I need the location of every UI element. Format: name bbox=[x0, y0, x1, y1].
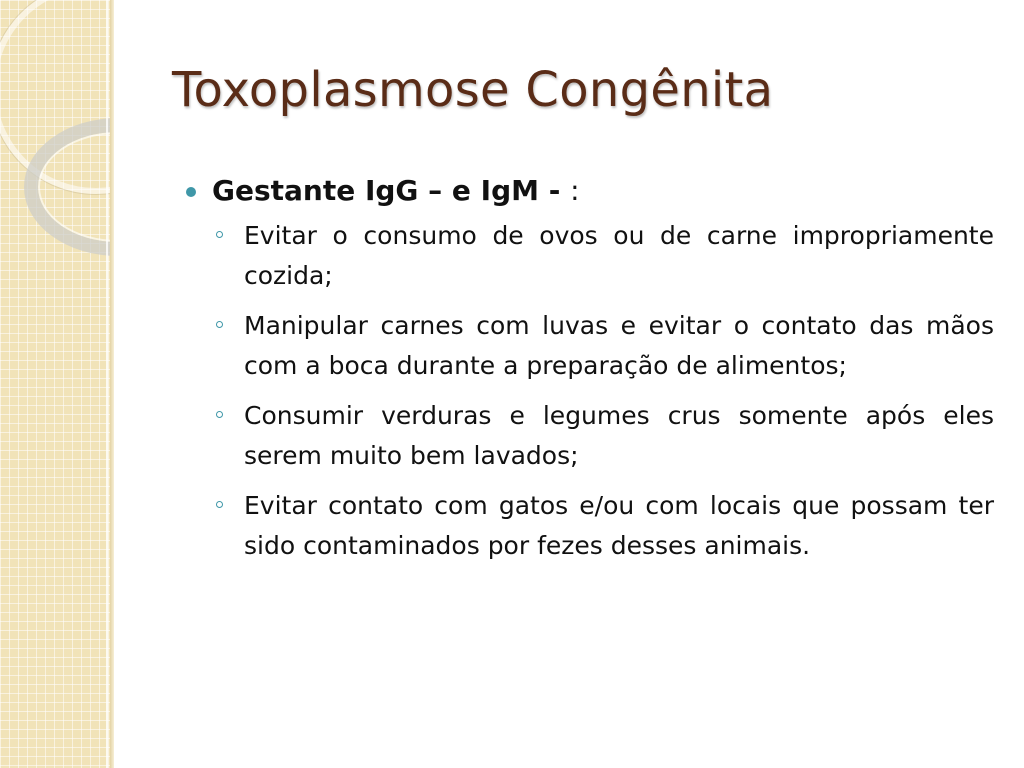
list-item-text: Manipular carnes com luvas e evitar o contato das mãos com a boca durante a preparação de alimentos; bbox=[244, 311, 994, 380]
slide-content bbox=[186, 168, 994, 576]
sub-bullet-list bbox=[186, 216, 994, 566]
list-item-text: Evitar o consumo de ovos ou de carne impropriamente cozida; bbox=[244, 221, 994, 290]
list-item bbox=[244, 216, 994, 296]
hollow-circle-bullet-icon bbox=[216, 321, 223, 328]
hollow-circle-bullet-icon bbox=[216, 231, 223, 238]
heading-bold-text: Gestante IgG – e IgM - bbox=[212, 174, 571, 207]
hollow-circle-bullet-icon bbox=[216, 501, 223, 508]
bullet-heading bbox=[186, 168, 994, 214]
heading-colon: : bbox=[570, 174, 580, 207]
side-band-edge bbox=[106, 0, 108, 768]
side-band-shadow bbox=[110, 0, 114, 768]
list-item-text: Consumir verduras e legumes crus somente após eles serem muito bem lavados; bbox=[244, 401, 994, 470]
list-item bbox=[244, 396, 994, 476]
slide-title: Toxoplasmose Congênita bbox=[172, 62, 774, 118]
hollow-circle-bullet-icon bbox=[216, 411, 223, 418]
filled-circle-bullet-icon bbox=[186, 187, 196, 197]
list-item bbox=[244, 306, 994, 386]
decorative-side-band bbox=[0, 0, 114, 768]
list-item bbox=[244, 486, 994, 566]
list-item-text: Evitar contato com gatos e/ou com locais que possam ter sido contaminados por fezes desses animais. bbox=[244, 491, 994, 560]
